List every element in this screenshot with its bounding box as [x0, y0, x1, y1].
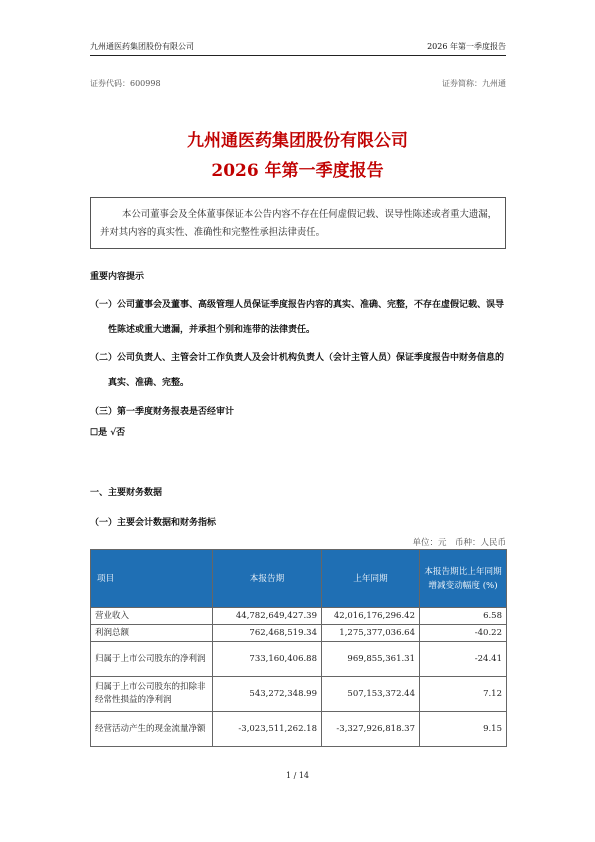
document-title-company: 九州通医药集团股份有限公司	[187, 131, 408, 151]
header-divider	[90, 55, 506, 56]
col-header-prior: 上年同期	[322, 550, 420, 608]
responsibility-notice: 本公司董事会及全体董事保证本公告内容不存在任何虚假记载、误导性陈述或者重大遗漏，并对其内容的真实性、准确性和完整性承担法律责任。	[90, 197, 506, 249]
col-header-current: 本报告期	[213, 550, 322, 608]
row-label: 归属于上市公司股东的净利润	[91, 642, 213, 677]
important-heading: 重要内容提示	[90, 272, 145, 282]
row-label: 经营活动产生的现金流量净额	[91, 712, 213, 747]
row-change: -40.22	[420, 625, 507, 642]
row-label: 利润总额	[91, 625, 213, 642]
important-item-2: （二）公司负责人、主管会计工作负责人及会计机构负责人（会计主管人员）保证季度报告中财务信息的真实、准确、完整。	[90, 353, 505, 388]
row-prior: 507,153,372.44	[322, 677, 420, 712]
table-row	[91, 608, 507, 625]
row-current: -3,023,511,262.18	[213, 712, 322, 747]
unit-currency-label: 单位：元 币种：人民币	[412, 538, 506, 548]
page-number: 1 / 14	[285, 771, 310, 780]
table-row	[91, 625, 507, 642]
row-change: 7.12	[420, 677, 507, 712]
row-current: 762,468,519.34	[213, 625, 322, 642]
financial-data-table	[90, 549, 507, 747]
important-item-3: （三）第一季度财务报表是否经审计	[90, 407, 235, 417]
table-header-row	[91, 550, 507, 608]
header-company: 九州通医药集团股份有限公司	[90, 42, 194, 51]
row-prior: 969,855,361.31	[322, 642, 420, 677]
col-header-item: 项目	[91, 550, 213, 608]
document-title-report: 2026 年第一季度报告	[211, 161, 384, 181]
table-row	[91, 677, 507, 712]
table-row	[91, 712, 507, 747]
audit-checkbox: ☐是 √否	[90, 428, 126, 438]
row-current: 733,160,406.88	[213, 642, 322, 677]
row-prior: 1,275,377,036.64	[322, 625, 420, 642]
table-row	[91, 642, 507, 677]
subsection-heading: （一）主要会计数据和财务指标	[90, 518, 217, 528]
header-report: 2026 年第一季度报告	[427, 42, 506, 51]
row-label: 营业收入	[91, 608, 213, 625]
row-current: 543,272,348.99	[213, 677, 322, 712]
stock-short-name: 证券简称：九州通	[442, 79, 506, 88]
row-label: 归属于上市公司股东的扣除非经常性损益的净利润	[91, 677, 213, 712]
important-item-1: （一）公司董事会及董事、高级管理人员保证季度报告内容的真实、准确、完整，不存在虚假记载、误导性陈述或重大遗漏，并承担个别和连带的法律责任。	[90, 300, 505, 335]
row-prior: 42,016,176,296.42	[322, 608, 420, 625]
stock-code: 证券代码：600998	[90, 79, 161, 88]
row-current: 44,782,649,427.39	[213, 608, 322, 625]
row-change: -24.41	[420, 642, 507, 677]
row-change: 6.58	[420, 608, 507, 625]
row-change: 9.15	[420, 712, 507, 747]
section-heading: 一、主要财务数据	[90, 488, 163, 498]
col-header-change: 本报告期比上年同期增减变动幅度 (%)	[420, 550, 507, 608]
row-prior: -3,327,926,818.37	[322, 712, 420, 747]
